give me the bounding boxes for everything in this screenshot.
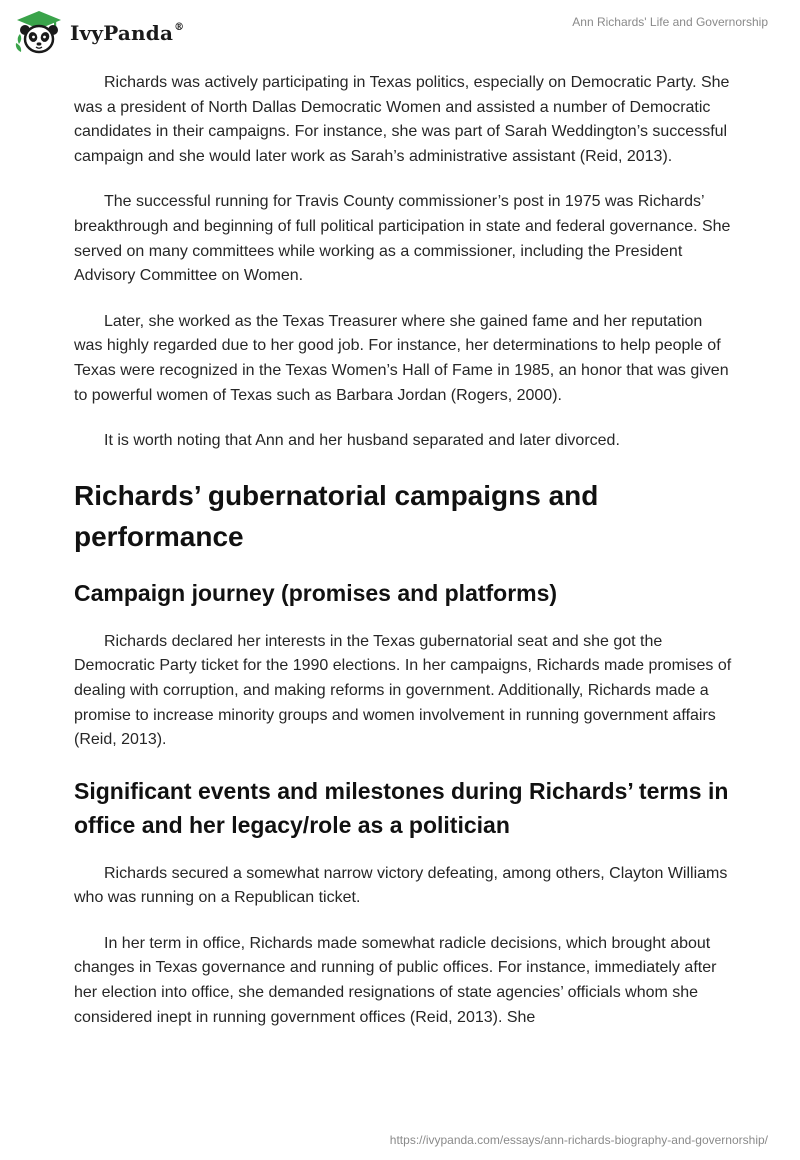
document-title: Ann Richards' Life and Governorship	[572, 15, 768, 29]
brand-name: IvyPanda®	[70, 21, 185, 45]
paragraph: Richards was actively participating in Texas politics, especially on Democratic Party. She was a president of North Dallas Democratic Women and assisted a number of Democratic candidates in their campaigns. For instance, she was part of Sarah Weddington’s successful campaign and she would later work as Sarah’s administrative assistant (Reid, 2013).	[74, 74, 730, 165]
essay-content	[74, 71, 734, 1051]
source-url[interactable]: https://ivypanda.com/essays/ann-richards-biography-and-governorship/	[389, 1133, 768, 1147]
paragraph: It is worth noting that Ann and her husband separated and later divorced.	[104, 432, 620, 450]
paragraph: Later, she worked as the Texas Treasurer where she gained fame and her reputation was highly regarded due to her good job. For instance, her determinations to help people of Texas were recognized in the Texas Women’s Hall of Fame in 1985, an honor that was given to powerful women of Texas such as Barbara Jordan (Rogers, 2000).	[74, 312, 729, 404]
paragraph: Richards secured a somewhat narrow victory defeating, among others, Clayton Williams who was running on a Republican ticket.	[74, 864, 728, 907]
paragraph: In her term in office, Richards made somewhat radicle decisions, which brought about changes in Texas governance and running of public offices. For instance, immediately after her election into office, she demanded resignations of state agencies’ officials whom she considered inept in running government offices (Reid, 2013). She	[74, 934, 717, 1026]
panda-graduate-icon	[14, 8, 64, 56]
paragraph: The successful running for Travis County commissioner’s post in 1975 was Richards’ breakthrough and beginning of full political participation in state and federal governance. She served on many committees while working as a commissioner, including the President Advisory Committee on Women.	[74, 193, 731, 285]
subsection-heading: Significant events and milestones during Richards’ terms in office and her legacy/role as a politician	[74, 777, 729, 838]
brand-logo[interactable]	[14, 8, 184, 56]
section-heading: Richards’ gubernatorial campaigns and performance	[74, 479, 599, 552]
page-header	[0, 0, 800, 62]
paragraph: Richards declared her interests in the Texas gubernatorial seat and she got the Democratic Party ticket for the 1990 elections. In her campaigns, Richards made promises of dealing with corruption, and making reforms in government. Additionally, Richards made a promise to increase minority groups and women involvement in running government affairs (Reid, 2013).	[74, 632, 732, 749]
subsection-heading: Campaign journey (promises and platforms)	[74, 579, 558, 606]
